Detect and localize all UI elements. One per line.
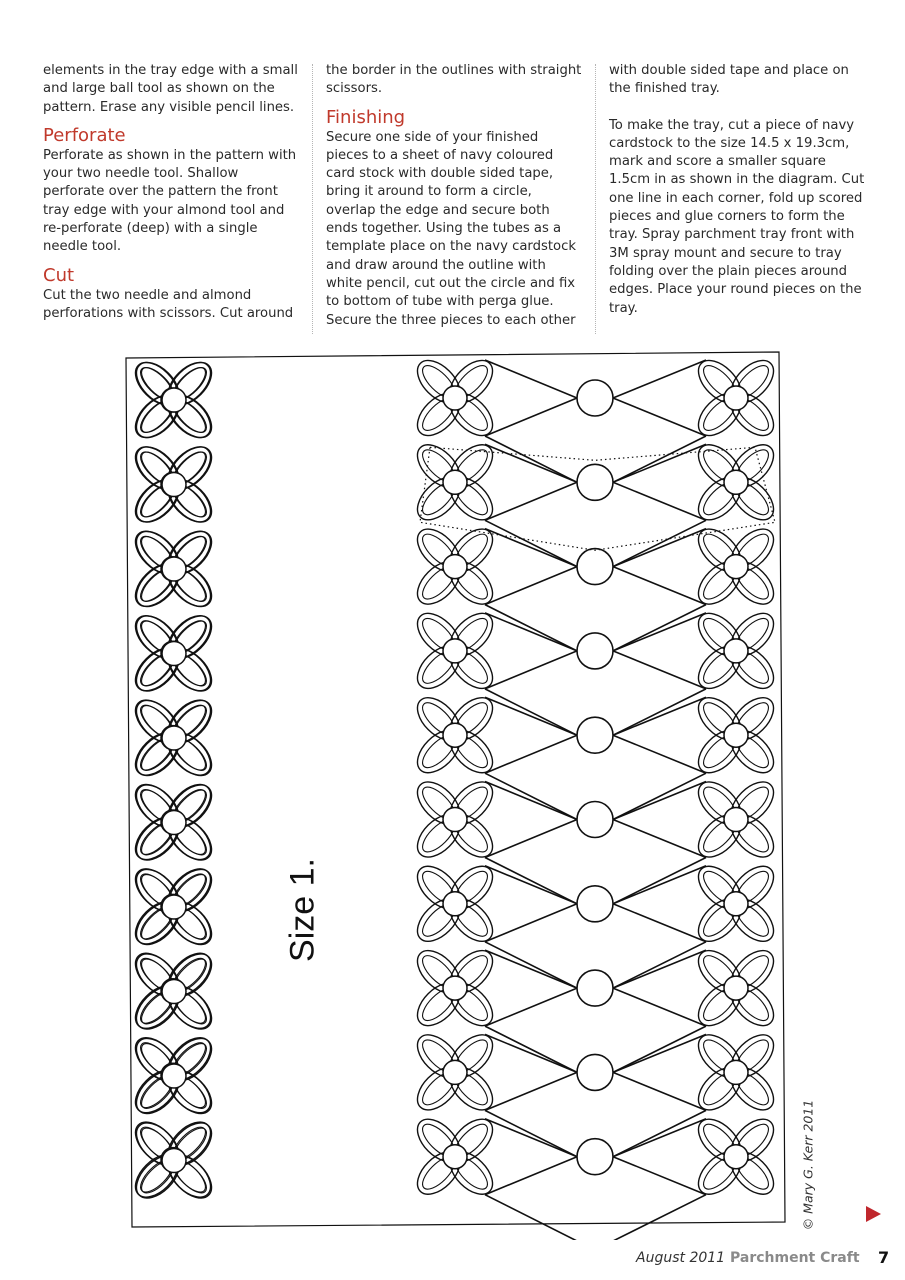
connector-line xyxy=(613,697,706,735)
connector-line xyxy=(613,773,706,819)
connector-line xyxy=(485,689,577,735)
center-circle xyxy=(577,380,613,416)
connector-line xyxy=(485,360,577,398)
connector-line xyxy=(613,444,706,482)
center-circle xyxy=(577,717,613,753)
connector-line xyxy=(485,1119,577,1157)
connector-line xyxy=(613,436,706,482)
connector-line xyxy=(613,735,706,773)
connector-line xyxy=(485,820,577,858)
flower-motif xyxy=(410,690,501,781)
pattern-diagram xyxy=(0,340,905,1240)
connector-line xyxy=(613,1072,706,1110)
finishing-heading: Finishing xyxy=(326,106,406,128)
flower-motif xyxy=(691,437,782,528)
connector-line xyxy=(613,950,706,988)
connector-line xyxy=(485,942,577,988)
connector-line xyxy=(485,613,577,651)
connector-line xyxy=(613,782,706,820)
connector-line xyxy=(485,444,577,482)
connector-line xyxy=(485,904,577,942)
connector-line xyxy=(613,1195,706,1240)
connector-line xyxy=(485,1072,577,1110)
col1-intro: elements in the tray edge with a small and large ball tool as shown on the pattern. Erase any visible pencil lines. xyxy=(43,63,298,115)
text-column-3 xyxy=(609,62,867,318)
flower-motif xyxy=(691,606,782,697)
tray-text: To make the tray, cut a piece of navy cardstock to the size 14.5 x 19.3cm, mark and score a smaller square 1.5cm in as shown in the diagram. Cut one line in each corner, fold up scored pieces and glue corners to form the tray. Spray parchment tray front with 3M spray mount and secure to tray folding over the plain pieces around edges. Place your round pieces on the tray. xyxy=(609,117,865,316)
connector-line xyxy=(613,613,706,651)
connector-line xyxy=(485,520,577,566)
connector-line xyxy=(613,1110,706,1156)
connector-line xyxy=(613,567,706,605)
connector-line xyxy=(485,782,577,820)
flower-motif xyxy=(410,606,501,697)
flower-motif xyxy=(691,521,782,612)
flower-motif xyxy=(410,353,501,444)
center-circle xyxy=(577,633,613,669)
flower-motif xyxy=(691,1111,782,1202)
col3-intro: with double sided tape and place on the finished tray. xyxy=(609,63,849,97)
connector-line xyxy=(485,773,577,819)
connector-line xyxy=(485,651,577,689)
connector-line xyxy=(485,1195,577,1240)
connector-line xyxy=(613,988,706,1026)
connector-line xyxy=(613,520,706,566)
center-circle xyxy=(577,802,613,838)
text-column-1 xyxy=(43,62,301,323)
center-circle xyxy=(577,464,613,500)
connector-line xyxy=(485,567,577,605)
connector-line xyxy=(485,858,577,904)
flower-motif xyxy=(410,943,501,1034)
col2-intro: the border in the outlines with straight scissors. xyxy=(326,63,582,97)
connector-line xyxy=(485,436,577,482)
connector-line xyxy=(485,1026,577,1072)
column-divider xyxy=(312,64,313,334)
center-circle xyxy=(577,886,613,922)
connector-line xyxy=(613,360,706,398)
center-circle xyxy=(577,1139,613,1175)
connector-line xyxy=(485,1157,577,1195)
connector-line xyxy=(613,529,706,567)
flower-motif xyxy=(410,521,501,612)
flower-motif xyxy=(691,353,782,444)
connector-line xyxy=(485,735,577,773)
flower-motif xyxy=(410,1027,501,1118)
flower-motif xyxy=(691,943,782,1034)
center-circle xyxy=(577,549,613,585)
connector-line xyxy=(613,1119,706,1157)
flower-motif xyxy=(691,774,782,865)
connector-line xyxy=(613,1026,706,1072)
connector-line xyxy=(613,1157,706,1195)
flower-motif xyxy=(691,859,782,950)
footer-magazine-title: Parchment Craft xyxy=(730,1250,860,1266)
connector-line xyxy=(613,858,706,904)
connector-line xyxy=(485,1034,577,1072)
finishing-text: Secure one side of your finished pieces to a sheet of navy coloured card stock with double sided tape, bring it around to form a circle, overlap the edge and secure both ends together. Using the tubes as a template place on the navy cardstock and draw around the outline with white pencil, cut out the circle and fix to bottom of tube with perga glue. Secure the three pieces to each other xyxy=(326,129,576,328)
column-divider xyxy=(595,64,596,334)
flower-motif xyxy=(410,1111,501,1202)
perforate-heading: Perforate xyxy=(43,124,126,146)
connector-line xyxy=(485,950,577,988)
flower-motif xyxy=(691,1027,782,1118)
connector-line xyxy=(485,988,577,1026)
connector-line xyxy=(485,605,577,651)
flower-motif xyxy=(410,774,501,865)
connector-line xyxy=(485,398,577,436)
text-column-2 xyxy=(326,62,584,330)
connector-line xyxy=(485,529,577,567)
connector-line xyxy=(613,482,706,520)
perforate-text: Perforate as shown in the pattern with your two needle tool. Shallow perforate over the pattern the front tray edge with your almond tool and re-perforate (deep) with a single needle tool. xyxy=(43,147,297,255)
connector-line xyxy=(613,866,706,904)
flower-motif xyxy=(410,859,501,950)
connector-line xyxy=(485,866,577,904)
center-circle xyxy=(577,1054,613,1090)
connector-line xyxy=(485,697,577,735)
copyright-notice: © Mary G. Kerr 2011 xyxy=(800,1099,816,1231)
connector-line xyxy=(613,820,706,858)
connector-line xyxy=(613,605,706,651)
cut-heading: Cut xyxy=(43,264,75,286)
connector-line xyxy=(613,942,706,988)
flower-motif xyxy=(410,437,501,528)
connector-line xyxy=(485,482,577,520)
connector-line xyxy=(613,651,706,689)
size-label: Size 1. xyxy=(283,858,322,962)
page-number: 7 xyxy=(878,1248,890,1267)
triangle-right-icon[interactable] xyxy=(866,1206,881,1222)
connector-line xyxy=(613,689,706,735)
footer-date: August 2011 xyxy=(636,1250,726,1266)
connector-line xyxy=(613,1034,706,1072)
connector-line xyxy=(613,398,706,436)
center-circle xyxy=(577,970,613,1006)
cut-text: Cut the two needle and almond perforations with scissors. Cut around xyxy=(43,287,294,321)
flower-motif xyxy=(691,690,782,781)
connector-line xyxy=(613,904,706,942)
connector-line xyxy=(485,1110,577,1156)
